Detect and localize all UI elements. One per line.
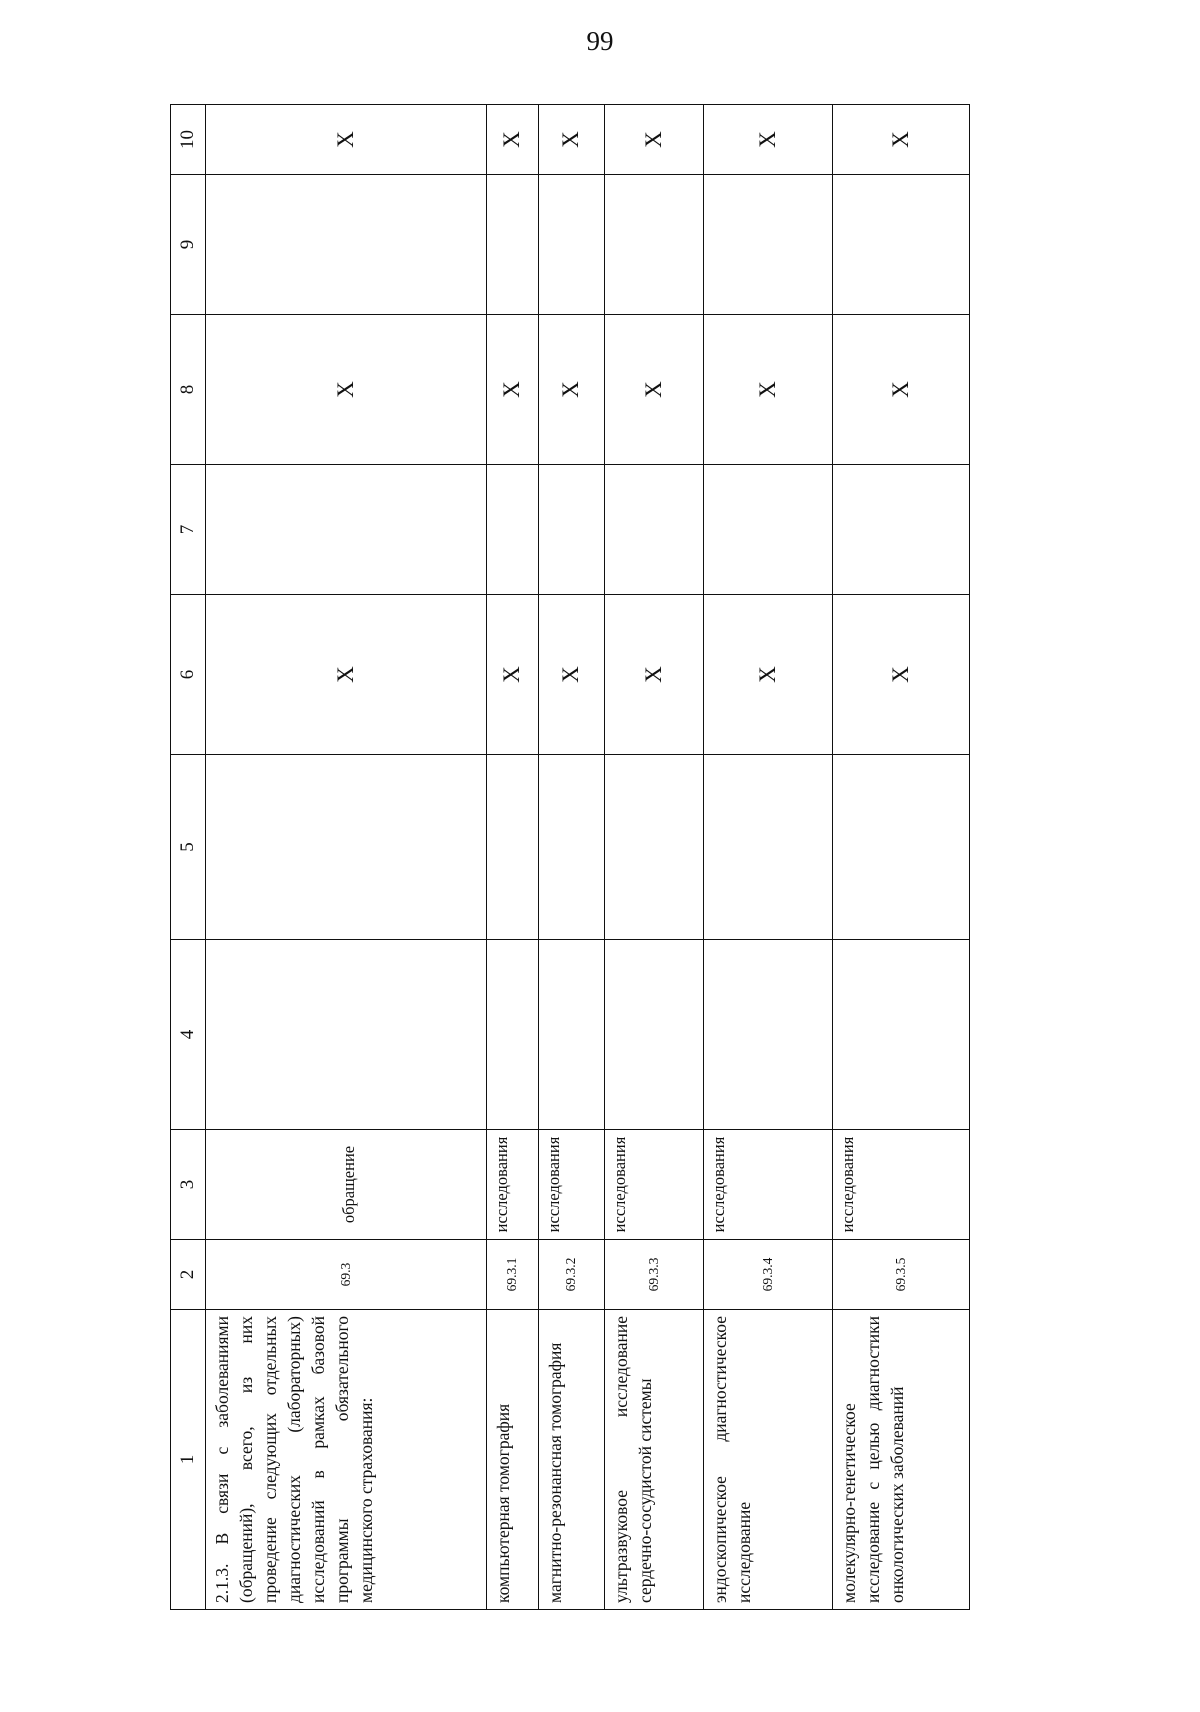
x-mark: X	[605, 315, 704, 465]
table-row	[832, 105, 969, 1610]
empty-cell	[605, 755, 704, 940]
x-mark: X	[605, 105, 704, 175]
empty-cell	[832, 755, 969, 940]
x-mark: X	[487, 315, 539, 465]
row-name: 2.1.3. В связи с заболеваниями (обращений), всего, из них проведение следующих отдельных диагностических (лабораторных) исследований в рамках базовой программы обязательного медицинского страхования:	[206, 1310, 487, 1610]
row-name: ультразвуковое исследование сердечно-сосудистой системы	[605, 1310, 704, 1610]
row-name: эндоскопическое диагностическое исследование	[703, 1310, 832, 1610]
table-row	[487, 105, 539, 1610]
row-name: магнитно-резонансная томография	[538, 1310, 605, 1610]
column-header: 1	[171, 1310, 206, 1610]
empty-cell	[487, 465, 539, 595]
x-mark: X	[832, 595, 969, 755]
x-mark: X	[487, 105, 539, 175]
row-code: 69.3.2	[538, 1240, 605, 1310]
table-row	[538, 105, 605, 1610]
row-unit: исследования	[538, 1130, 605, 1240]
x-mark: X	[703, 595, 832, 755]
data-table	[170, 104, 970, 1610]
rotated-table-container	[170, 105, 970, 1610]
row-unit: исследования	[487, 1130, 539, 1240]
empty-cell	[206, 940, 487, 1130]
empty-cell	[487, 755, 539, 940]
column-header: 7	[171, 465, 206, 595]
column-header: 5	[171, 755, 206, 940]
x-mark: X	[538, 595, 605, 755]
x-mark: X	[703, 315, 832, 465]
x-mark: X	[605, 595, 704, 755]
x-mark: X	[832, 105, 969, 175]
empty-cell	[605, 175, 704, 315]
x-mark: X	[206, 595, 487, 755]
empty-cell	[703, 755, 832, 940]
row-name: молекулярно-генетическое исследование с целью диагностики онкологических заболеваний	[832, 1310, 969, 1610]
row-name: компьютерная томография	[487, 1310, 539, 1610]
table-row	[206, 105, 487, 1610]
row-unit: исследования	[605, 1130, 704, 1240]
header-row	[171, 105, 206, 1610]
empty-cell	[538, 940, 605, 1130]
column-header: 9	[171, 175, 206, 315]
table-row	[605, 105, 704, 1610]
empty-cell	[832, 940, 969, 1130]
empty-cell	[832, 465, 969, 595]
row-unit: обращение	[206, 1130, 487, 1240]
x-mark: X	[538, 105, 605, 175]
x-mark: X	[487, 595, 539, 755]
x-mark: X	[206, 105, 487, 175]
column-header: 8	[171, 315, 206, 465]
empty-cell	[538, 175, 605, 315]
empty-cell	[487, 940, 539, 1130]
row-code: 69.3.5	[832, 1240, 969, 1310]
empty-cell	[605, 465, 704, 595]
empty-cell	[703, 175, 832, 315]
column-header: 6	[171, 595, 206, 755]
empty-cell	[206, 755, 487, 940]
table-row	[703, 105, 832, 1610]
empty-cell	[703, 465, 832, 595]
empty-cell	[206, 465, 487, 595]
row-code: 69.3	[206, 1240, 487, 1310]
empty-cell	[605, 940, 704, 1130]
column-header: 10	[171, 105, 206, 175]
column-header: 2	[171, 1240, 206, 1310]
row-unit: исследования	[832, 1130, 969, 1240]
empty-cell	[206, 175, 487, 315]
column-header: 3	[171, 1130, 206, 1240]
row-unit: исследования	[703, 1130, 832, 1240]
page-number: 99	[586, 26, 614, 56]
empty-cell	[538, 755, 605, 940]
empty-cell	[538, 465, 605, 595]
x-mark: X	[206, 315, 487, 465]
x-mark: X	[832, 315, 969, 465]
x-mark: X	[703, 105, 832, 175]
empty-cell	[832, 175, 969, 315]
row-code: 69.3.4	[703, 1240, 832, 1310]
column-header: 4	[171, 940, 206, 1130]
row-code: 69.3.1	[487, 1240, 539, 1310]
empty-cell	[487, 175, 539, 315]
empty-cell	[703, 940, 832, 1130]
x-mark: X	[538, 315, 605, 465]
row-code: 69.3.3	[605, 1240, 704, 1310]
